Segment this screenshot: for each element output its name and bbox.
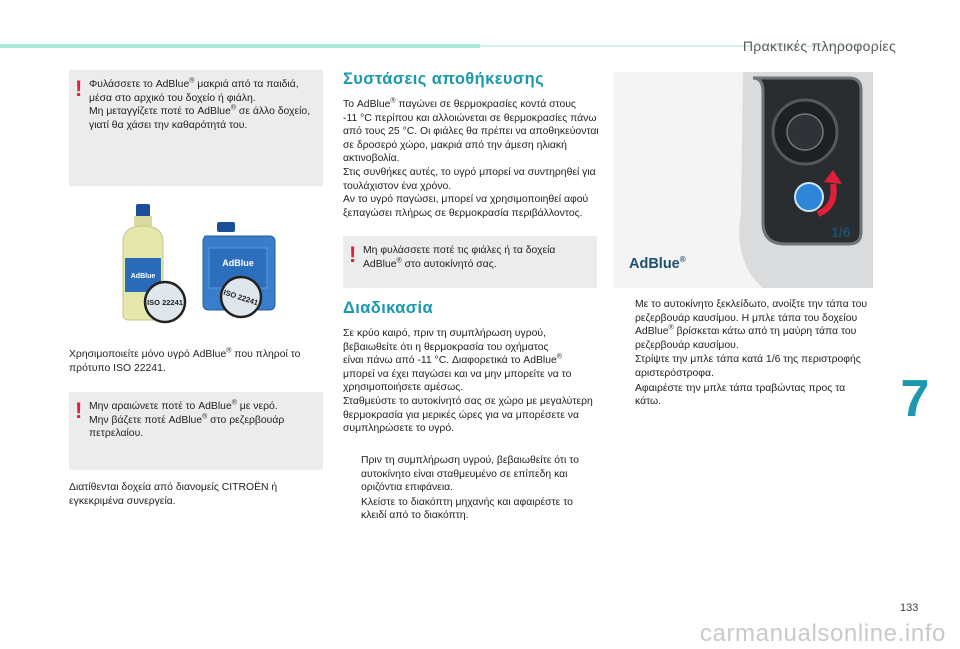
list-item: Στρίψτε την μπλε τάπα κατά 1/6 της περιστροφής αριστερόστροφα. bbox=[635, 354, 861, 379]
procedure-heading: Διαδικασία bbox=[343, 299, 433, 317]
jerrycan-label: AdBlue bbox=[222, 258, 254, 268]
warning-text: Μη φυλάσσετε ποτέ τις φιάλες ή τα δοχεία AdBlue® στο αυτοκίνητό σας. bbox=[363, 245, 556, 270]
warning-box-vehicle-storage bbox=[343, 236, 597, 288]
section-title: Πρακτικές πληροφορίες bbox=[742, 38, 896, 54]
iso-standard-text: Χρησιμοποιείτε μόνο υγρό AdBlue® που πληροί το πρότυπο ISO 22241. bbox=[69, 347, 301, 374]
procedure-steps bbox=[343, 454, 603, 524]
storage-text: Το AdBlue® παγώνει σε θερμοκρασίες κοντά στους -11 °C περίπου και αλλοιώνεται σε θερμοκρασίες πάνω από τους 25 °C. Οι φιάλες θα πρέπει να αποθηκεύονται σε δροσερό χώρο, μακριά από την άμεση ηλιακή ακτινοβολία. Στις συνθήκες αυτές, το υγρό μπορεί να συντηρηθεί για τουλάχιστον ένα χρόνο. Αν το υγρό παγώσει, μπορεί να χρησιμοποιηθεί αφού ξεπαγώσει πλήρως σε θερμοκρασία περιβάλλοντος. bbox=[343, 97, 599, 219]
warning-icon: ! bbox=[75, 76, 83, 101]
adblue-containers-illustration bbox=[105, 196, 285, 326]
iso-badge-bottle bbox=[145, 282, 185, 322]
list-item: Αφαιρέστε την μπλε τάπα τραβώντας προς τα κάτω. bbox=[635, 382, 846, 408]
iso-badge-bottle-text: ISO 22241 bbox=[147, 298, 183, 307]
bottle-label: AdBlue bbox=[130, 273, 156, 280]
warning-box-dilution bbox=[69, 392, 323, 470]
warning-box-children bbox=[69, 70, 323, 186]
list-item: Πριν τη συμπλήρωση υγρού, βεβαιωθείτε ότι το αυτοκίνητο είναι σταθμευμένο σε επίπεδη και οριζόντια επιφάνεια. bbox=[361, 455, 579, 494]
procedure-text: Σε κρύο καιρό, πριν τη συμπλήρωση υγρού, βεβαιωθείτε ότι η θερμοκρασία του οχήματος είναι πάνω από -11 °C. Διαφορετικά το AdBlue® μπορεί να έχει παγώσει και να μην μπορείτε να το χρησιμοποιήσετε αμέσως. Σταθμεύστε το αυτοκίνητό σας σε χώρο με μεγαλύτερη θερμοκρασία για μερικές ώρες για να μπορέσετε να συμπληρώσετε το υγρό. bbox=[343, 328, 593, 435]
warning-text: Μην αραιώνετε ποτέ το AdBlue® με νερό. Μην βάζετε ποτέ AdBlue® στο ρεζερβουάρ πετρελαίου. bbox=[89, 399, 285, 440]
storage-heading: Συστάσεις αποθήκευσης bbox=[343, 70, 545, 88]
warning-icon: ! bbox=[75, 398, 83, 423]
page-number: 133 bbox=[900, 602, 919, 614]
chapter-number: 7 bbox=[900, 370, 930, 428]
iso-badge-jerrycan bbox=[221, 277, 261, 317]
adblue-filler-photo bbox=[613, 72, 873, 288]
list-item: Κλείστε το διακόπτη μηχανής και αφαιρέστε το κλειδί από το διακόπτη. bbox=[361, 496, 573, 522]
watermark: carmanualsonline.info bbox=[699, 620, 946, 647]
iso-badge-jerrycan-text: ISO 22241 bbox=[222, 287, 260, 308]
warning-icon: ! bbox=[349, 242, 357, 267]
warning-text: Φυλάσσετε το AdBlue® μακριά από τα παιδιά, μέσα στο αρχικό του δοχείο ή φιάλη. Μη μεταγγίζετε ποτέ το AdBlue® σε άλλο δοχείο, γιατί θα χάσει την καθαρότητά του. bbox=[89, 77, 311, 131]
turn-fraction-label: 1/6 bbox=[831, 224, 851, 240]
availability-text: Διατίθενται δοχεία από διανομείς CITROËN ή εγκεκριμένα συνεργεία. bbox=[69, 482, 278, 507]
list-item: Με το αυτοκίνητο ξεκλείδωτο, ανοίξτε την τάπα του ρεζερβουάρ καυσίμου. Η μπλε τάπα του δοχείου AdBlue® βρίσκεται κάτω από τη μαύρη τάπα του ρεζερβουάρ καυσίμου. bbox=[635, 299, 868, 351]
adblue-photo-label: AdBlue® bbox=[629, 255, 686, 272]
header-accent-bar bbox=[0, 44, 480, 48]
filler-steps bbox=[617, 298, 879, 410]
